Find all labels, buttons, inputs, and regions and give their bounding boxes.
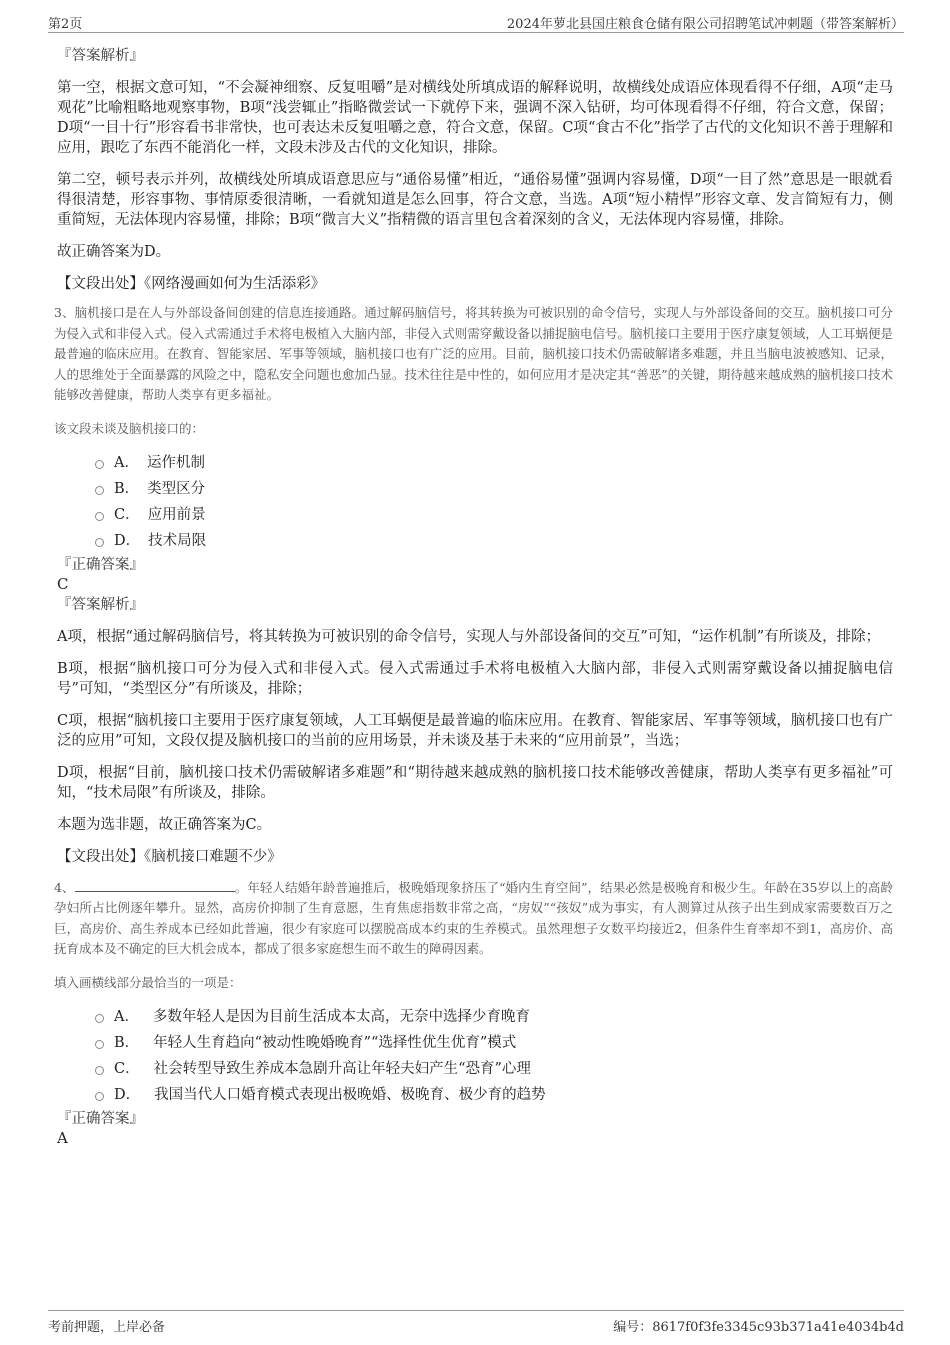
q4-option-a[interactable] [95, 1003, 893, 1029]
q2-analysis-para-1: 第一空，根据文意可知，“不会凝神细察、反复咀嚼”是对横线处所填成语的解释说明，故横线处成语应体现看得不仔细，A项“走马观花”比喻粗略地观察事物，B项“浅尝辄止”指略微尝试一下就停下来，强调不深入钻研，均可体现看得不仔细，符合文意，保留；D项“一目十行”形容看书非常快，也可表达未反复咀嚼之意，符合文意，保留。C项“食古不化”指学了古代的文化知识不善于理解和应用，跟吃了东西不能消化一样，文段未涉及古代的文化知识，排除。 [57, 80, 893, 156]
q3-option-b[interactable] [95, 475, 893, 501]
q3-source: 【文段出处】《脑机接口难题不少》 [57, 848, 282, 865]
q4-answer: A [57, 1128, 68, 1147]
q4-prompt: 填入画横线部分最恰当的一项是： [54, 974, 242, 990]
option-text: 应用前景 [147, 507, 206, 523]
q4-question-rest: 。年轻人结婚年龄普遍推后，极晚婚现象挤压了“婚内生育空间”，结果必然是极晚育和极少生。年龄在35岁以上的高龄孕妇所占比例逐年攀升。显然，高房价抑制了生育意愿，生育焦虑指数非常之高，“房奴”“孩奴”成为事实，有人测算过从孩子出生到成家需要数百万之巨，高房价、高生养成本已经如此普遍，很少有家庭可以摆脱高成本约束的生养模式。虽然理想子女数平均接近2，但条件生育率却不到1，高房价、高抚育成本及不确定的巨大机会成本，都成了很多家庭想生而不敢生的障碍因素。 [54, 879, 893, 956]
q3-option-a[interactable] [95, 449, 893, 475]
q4-number: 4、 [54, 879, 75, 895]
option-letter: A． [114, 455, 139, 471]
q3-prompt: 该文段未谈及脑机接口的： [54, 420, 205, 436]
q3-analysis-b: B项，根据“脑机接口可分为侵入式和非侵入式。侵入式需通过手术将电极植入大脑内部，非侵入式则需穿戴设备以捕捉脑电信号”可知，“类型区分”有所谈及，排除； [57, 660, 893, 697]
option-text: 年轻人生育趋向“被动性晚婚晚育”“选择性优生优育”模式 [153, 1035, 517, 1051]
radio-icon[interactable] [95, 1092, 104, 1101]
radio-icon[interactable] [95, 460, 104, 469]
q3-analysis-label: 『答案解析』 [57, 596, 144, 613]
option-text: 运作机制 [146, 455, 205, 471]
q3-analysis-c: C项，根据“脑机接口主要用于医疗康复领域，人工耳蜗便是最普遍的临床应用。在教育、智能家居、军事等领域，脑机接口也有广泛的应用”可知，文段仅提及脑机接口的当前的应用场景，并未谈及基于未来的“应用前景”，当选； [57, 712, 893, 749]
option-letter: D． [114, 533, 141, 549]
page-number: 第2页 [48, 17, 83, 32]
q3-analysis-a: A项，根据“通过解码脑信号，将其转换为可被识别的命令信号，实现人与外部设备间的交互”可知，“运作机制”有所谈及，排除； [57, 628, 881, 645]
q4-option-d[interactable] [95, 1081, 893, 1107]
radio-icon[interactable] [95, 1040, 104, 1049]
q4-options [95, 1003, 893, 1107]
q3-option-c[interactable] [95, 501, 893, 527]
footer-serial: 编号：8617f0f3fe3345c93b371a41e4034b4d [613, 1320, 904, 1335]
q3-question-text: 3、脑机接口是在人与外部设备间创建的信息连接通路。通过解码脑信号，将其转换为可被识别的命令信号，实现人与外部设备间的交互。脑机接口可分为侵入式和非侵入式。侵入式需通过手术将电极植入大脑内部，非侵入式则需穿戴设备以捕捉脑电信号。脑机接口主要用于医疗康复领域，人工耳蜗便是最普遍的临床应用。在教育、智能家居、军事等领域，脑机接口也有广泛的应用。目前，脑机接口技术仍需破解诸多难题，并且当脑电波被感知、记录，人的思维处于全面暴露的风险之中，隐私安全问题也愈加凸显。技术往往是中性的，如何应用才是决定其“善恶”的关键，期待越来越成熟的脑机接口技术能够改善健康，帮助人类享有更多福祉。 [54, 305, 893, 402]
q4-option-c[interactable] [95, 1055, 893, 1081]
q4-answer-label: 『正确答案』 [57, 1110, 144, 1127]
document-title: 2024年萝北县国庄粮食仓储有限公司招聘笔试冲刺题（带答案解析） [506, 17, 904, 32]
radio-icon[interactable] [95, 512, 104, 521]
option-letter: A． [114, 1009, 139, 1025]
page-footer [48, 1310, 904, 1335]
q4-option-b[interactable] [95, 1029, 893, 1055]
page-content [54, 46, 893, 1147]
option-letter: B． [114, 481, 140, 497]
option-letter: C． [114, 1061, 140, 1077]
q3-answer-label: 『正确答案』 [57, 556, 144, 573]
option-text: 多数年轻人是因为目前生活成本太高，无奈中选择少育晚育 [152, 1009, 530, 1025]
q2-analysis-conclusion: 故正确答案为D。 [57, 244, 171, 260]
radio-icon[interactable] [95, 1014, 104, 1023]
q2-analysis-label: 『答案解析』 [57, 48, 144, 64]
option-text: 技术局限 [148, 533, 207, 549]
radio-icon[interactable] [95, 486, 104, 495]
radio-icon[interactable] [95, 538, 104, 547]
q4-question-text [54, 878, 893, 960]
footer-slogan: 考前押题，上岸必备 [48, 1320, 166, 1335]
option-letter: D． [114, 1087, 141, 1103]
q3-analysis-d: D项，根据“目前，脑机接口技术仍需破解诸多难题”和“期待越来越成熟的脑机接口技术能够改善健康，帮助人类享有更多福祉”可知，“技术局限”有所谈及，排除。 [57, 764, 893, 801]
page-header [48, 12, 904, 33]
q3-answer: C [57, 574, 69, 593]
option-letter: B． [114, 1035, 140, 1051]
q2-source: 【文段出处】《网络漫画如何为生活添彩》 [57, 276, 326, 292]
option-letter: C． [114, 507, 140, 523]
option-text: 我国当代人口婚育模式表现出极晚婚、极晚育、极少育的趋势 [154, 1087, 546, 1103]
option-text: 社会转型导致生养成本急剧升高让年轻夫妇产生“恐育”心理 [153, 1061, 531, 1077]
q3-analysis-conclusion: 本题为选非题，故正确答案为C。 [57, 816, 272, 833]
radio-icon[interactable] [95, 1066, 104, 1075]
option-text: 类型区分 [147, 481, 206, 497]
q2-analysis-para-2: 第二空，顿号表示并列，故横线处所填成语意思应与“通俗易懂”相近，“通俗易懂”强调内容易懂，D项“一目了然”意思是一眼就看得很清楚，形容事物、事情原委很清晰，一看就知道是怎么回事，符合文意，当选。A项“短小精悍”形容文章、发言简短有力，侧重简短，无法体现内容易懂，排除；B项“微言大义”指精微的语言里包含着深刻的含义，无法体现内容易懂，排除。 [57, 172, 893, 228]
q3-options [95, 449, 893, 553]
q4-blank [75, 878, 235, 892]
q3-option-d[interactable] [95, 527, 893, 553]
